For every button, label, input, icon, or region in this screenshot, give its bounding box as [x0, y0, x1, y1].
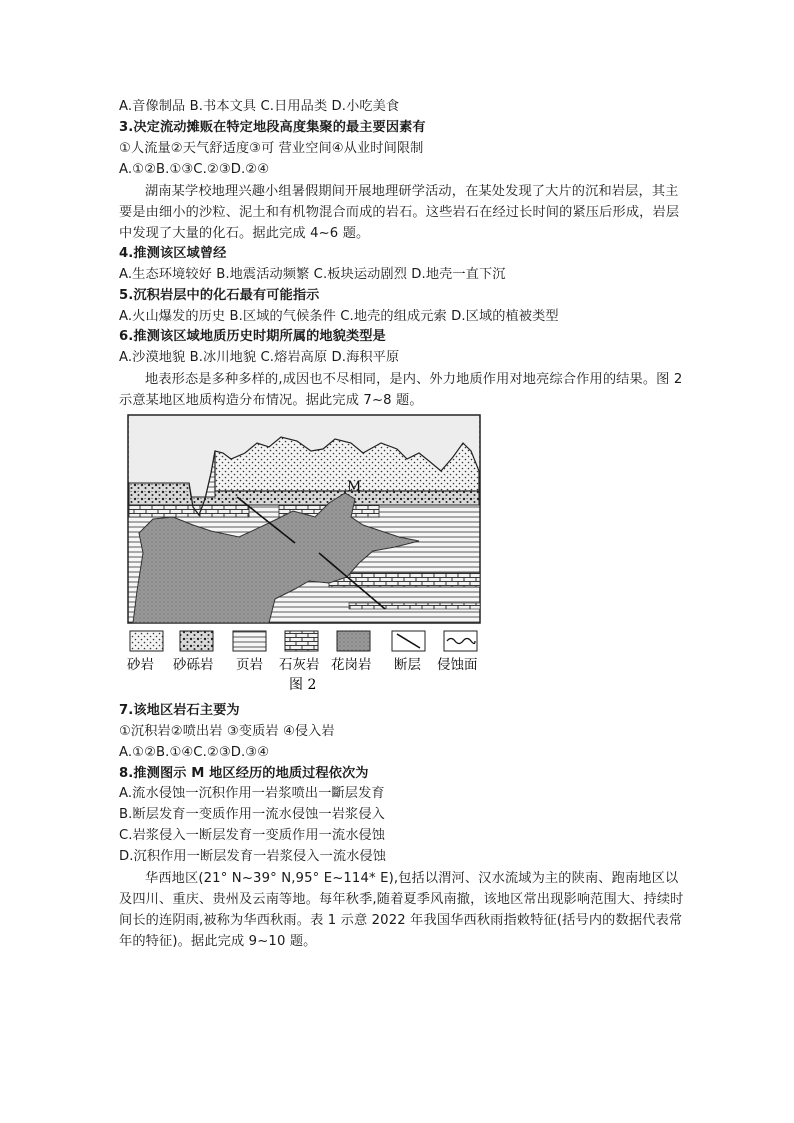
legend-sandstone-swatch: [130, 631, 163, 651]
passage-landforms: 地表形态是多种多样的,成因也不尽相同，是内、外力地质作用对地亮综合作用的结果。图 2 示意某地区地质构造分布情况。据此完成 7~8 题。: [119, 372, 683, 408]
legend-granite-swatch: [337, 631, 370, 651]
q3-stem: 3.决定流动摊贩在特定地段高度集聚的最主要因素有: [119, 120, 426, 135]
legend-label-shale: 页岩: [236, 657, 263, 673]
q4-options: A.生态环境较好 B.地震活动频繁 C.板块运动剧烈 D.地壳一直下沉: [119, 267, 506, 282]
q2-options: A.音像制品 B.书本文具 C.日用品类 D.小吃美食: [119, 99, 400, 114]
figure-2: [119, 413, 490, 695]
q5-options: A.火山爆发的历史 B.区域的气候条件 C.地壳的组成元索 D.区域的植被类型: [119, 309, 559, 324]
limestone-lower: [349, 603, 480, 609]
q8-stem: 8.推测图示 M 地区经历的地质过程依次为: [119, 766, 369, 781]
legend-conglomerate-swatch: [180, 631, 213, 651]
passage-rock-study: 湖南某学校地理兴趣小组暑假期间开展地理研学活动，在某处发现了大片的沉和岩层，其主要是由细小的沙粒、泥土和有机物混合而成的岩石。这些岩石在经过长时间的紧压后形成，岩层中发现了大量的化石。据此完成 4~6 题。: [119, 184, 680, 241]
q7-options: A.①②B.①④C.②③D.③④: [119, 745, 270, 760]
legend-label-granite: 花岗岩: [331, 657, 372, 673]
legend-label-limestone: 石灰岩: [279, 657, 320, 673]
legend-fault-swatch: [392, 631, 425, 651]
q5-stem: 5.沉积岩层中的化石最有可能指示: [119, 288, 320, 303]
q6-stem: 6.推测该区域地质历史时期所属的地貌类型是: [119, 329, 386, 344]
q8-option-c: C.岩浆侵入一断层发育一变质作用一流水侵蚀: [119, 828, 386, 843]
legend-label-sandstone: 砂岩: [127, 657, 154, 673]
q7-stem: 7.该地区岩石主要为: [119, 703, 240, 718]
q6-options: A.沙漠地貌 B.冰川地貌 C.熔岩高原 D.海积平原: [119, 350, 400, 365]
q4-stem: 4.推测该区域曾经: [119, 246, 227, 261]
geology-cross-section: [119, 413, 490, 695]
limestone-left: [129, 505, 249, 517]
q8-option-a: A.流水侵蚀一沉积作用一岩浆喷出一斷层发育: [119, 786, 385, 801]
legend-erosion-swatch: [444, 631, 477, 651]
m-marker: M: [347, 479, 362, 495]
legend-shale-swatch: [233, 631, 266, 651]
q3-items: ①人流量②天气舒适度③可 营业空间④从业时间限制: [119, 141, 424, 156]
legend-label-fault: 断层: [394, 657, 421, 673]
q3-options: A.①②B.①③C.②③D.②④: [119, 162, 270, 177]
legend-limestone-swatch: [285, 631, 318, 651]
legend-label-erosion: 侵蚀面: [437, 657, 478, 673]
q7-items: ①沉积岩②喷出岩 ③变质岩 ④侵入岩: [119, 724, 335, 739]
passage-autumn-rain: 华西地区(21° N~39° N,95° E~114* E),包括以渭河、汉水流域为主的陕南、跑南地区以及四川、重庆、贵州及云南等地。每年秋季,随着夏季风南撤，该地区常出现影响范围大、持续时间长的连阴雨,被称为华西秋雨。表 1 示意 2022 年我国华西秋雨指敕特征(括号内的数据代表常年的特征)。据此完成 9~10 题。: [119, 871, 684, 949]
legend-label-conglomerate: 砂砾岩: [173, 657, 214, 673]
q8-option-d: D.沉积作用一断层发育一岩浆侵入一流水侵蚀: [119, 849, 387, 864]
q8-option-b: B.断层发育一变质作用一流水侵蚀一岩浆侵入: [119, 807, 385, 822]
figure-caption: 图 2: [289, 677, 317, 693]
